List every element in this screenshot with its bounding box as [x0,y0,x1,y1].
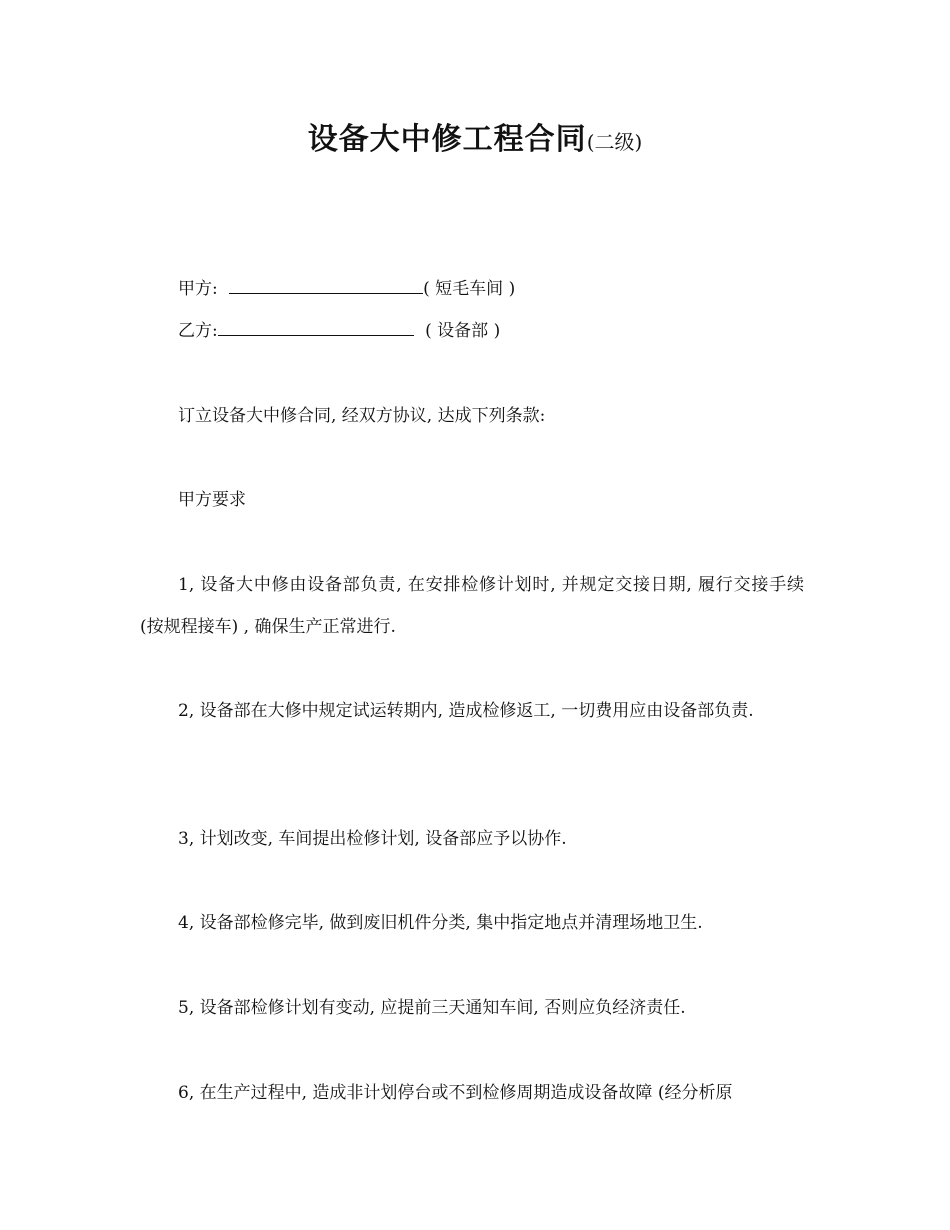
party-a-note: ( 短毛车间 ) [423,279,516,299]
clause-3: 3, 计划改变, 车间提出检修计划, 设备部应予以协作. [178,829,567,849]
clause-4: 4, 设备部检修完毕, 做到废旧机件分类, 集中指定地点并清理场地卫生. [178,913,703,933]
party-a-line [178,276,515,301]
document-title [0,114,950,158]
title-suffix: (二级) [586,130,643,154]
clause-6: 6, 在生产过程中, 造成非计划停台或不到检修周期造成设备故障 (经分析原 [178,1083,733,1103]
party-b-line [178,318,500,343]
title-main: 设备大中修工程合同 [307,122,587,157]
clause-2: 2, 设备部在大修中规定试运转期内, 造成检修返工, 一切费用应由设备部负责. [178,701,754,721]
clause-5: 5, 设备部检修计划有变动, 应提前三天通知车间, 否则应负经济责任. [178,998,686,1018]
party-b-label: 乙方: [178,321,218,341]
section-heading: 甲方要求 [178,490,246,510]
party-a-label: 甲方: [178,279,218,299]
clause-1: 1, 设备大中修由设备部负责, 在安排检修计划时, 并规定交接日期, 履行交接手续 (按规程接车) , 确保生产正常进行. [140,575,804,637]
party-a-blank [229,276,423,294]
party-b-note: ( 设备部 ) [425,321,501,341]
intro-text: 订立设备大中修合同, 经双方协议, 达成下列条款: [178,406,546,426]
party-b-blank [218,318,414,336]
